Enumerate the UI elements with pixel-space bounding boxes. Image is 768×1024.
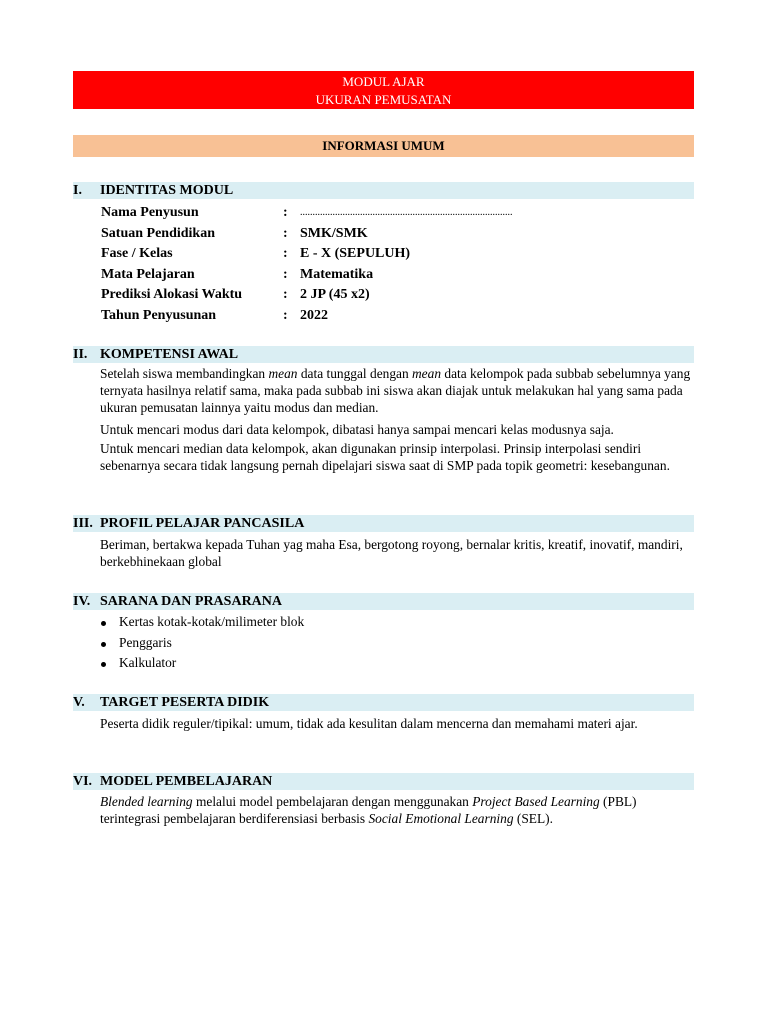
identity-colon: :: [283, 246, 288, 262]
identity-colon: :: [283, 205, 288, 220]
italic-term: mean: [412, 366, 442, 381]
section-title: PROFIL PELAJAR PANCASILA: [100, 516, 305, 531]
kompetensi-paragraph-3: Untuk mencari median data kelompok, akan digunakan prinsip interpolasi. Prinsip interpolasi sendiri sebenarnya secara tidak langsung pernah dipelajari siswa saat di SMP pada topik geometri: kesebangunan.: [100, 441, 670, 473]
target-paragraph: Peserta didik reguler/tipikal: umum, tidak ada kesulitan dalam mencerna dan memahami materi ajar.: [100, 716, 638, 731]
list-item: [100, 612, 304, 633]
text-run: melalui model pembelajaran dengan menggunakan: [192, 794, 473, 809]
section-number: II.: [73, 347, 88, 362]
text-run: (PBL) terintegrasi pembelajaran berdiferensiasi berbasis: [100, 794, 637, 826]
kompetensi-paragraph-2: Untuk mencari modus dari data kelompok, dibatasi hanya sampai mencari kelas modusnya saja.: [100, 422, 614, 437]
title-line-1: MODUL AJAR: [342, 74, 425, 89]
section-heading-target: [73, 694, 694, 711]
identity-label: Mata Pelajaran: [101, 266, 195, 282]
section-number: V.: [73, 695, 85, 710]
section-heading-kompetensi: [73, 346, 694, 363]
section-title: SARANA DAN PRASARANA: [100, 594, 283, 609]
text-run: (SEL).: [513, 811, 553, 826]
section-heading-model: [73, 773, 694, 790]
bullet-icon: [101, 662, 106, 667]
list-item-label: Kertas kotak-kotak/milimeter blok: [119, 614, 305, 629]
list-item-label: Penggaris: [119, 634, 172, 650]
section-title: KOMPETENSI AWAL: [100, 347, 239, 362]
document-title-banner: [73, 71, 694, 109]
section-heading-identitas: [73, 182, 694, 199]
identity-value: 2022: [300, 307, 328, 323]
section-number: IV.: [73, 594, 91, 609]
identity-value: SMK/SMK: [300, 225, 368, 241]
identity-colon: :: [283, 266, 288, 282]
list-item: [100, 633, 304, 654]
bullet-icon: [101, 642, 106, 647]
model-paragraph: [100, 793, 696, 827]
section-title: TARGET PESERTA DIDIK: [100, 695, 270, 710]
section-number: III.: [73, 516, 93, 531]
bullet-icon: [101, 621, 106, 626]
identity-label: Prediksi Alokasi Waktu: [101, 287, 243, 303]
list-item: [100, 653, 304, 674]
identity-value: 2 JP (45 x2): [300, 287, 370, 303]
info-umum-banner: INFORMASI UMUM: [73, 135, 694, 157]
identity-value-blank: .....................................................................................: [300, 207, 513, 218]
italic-term: Blended learning: [100, 794, 193, 809]
section-heading-profil: [73, 515, 694, 532]
identity-value: Matematika: [300, 266, 374, 282]
section-title: IDENTITAS MODUL: [100, 183, 234, 198]
identity-colon: :: [283, 287, 288, 303]
italic-term: mean: [268, 366, 298, 381]
title-line-2: UKURAN PEMUSATAN: [315, 92, 452, 107]
identity-label: Tahun Penyusunan: [101, 307, 217, 323]
text-run: data tunggal dengan: [297, 366, 413, 381]
section-heading-sarana: [73, 593, 694, 610]
sarana-list: [100, 612, 304, 674]
section-number: I.: [73, 183, 82, 198]
profil-paragraph: Beriman, bertakwa kepada Tuhan yag maha Esa, bergotong royong, bernalar kritis, kreatif, inovatif, mandiri, berkebhinekaan global: [100, 537, 683, 569]
text-run: Setelah siswa membandingkan: [100, 366, 269, 381]
identity-colon: :: [283, 307, 288, 323]
section-number: VI.: [73, 774, 93, 789]
list-item-label: Kalkulator: [119, 655, 177, 671]
identity-colon: :: [283, 225, 288, 241]
italic-term: Social Emotional Learning: [368, 811, 514, 826]
identity-label: Satuan Pendidikan: [101, 225, 215, 241]
section-title: MODEL PEMBELAJARAN: [100, 774, 273, 789]
text-run: data kelompok pada subbab sebelumnya yang ternyata hasilnya relatif sama, maka pada subbab ini siswa akan diajak untuk melakukan hal yang sama pada ukuran pemusatan lainnya yaitu modus dan median.: [100, 366, 691, 415]
kompetensi-paragraph-1: [100, 365, 696, 416]
identity-label: Fase / Kelas: [101, 246, 173, 262]
identity-label: Nama Penyusun: [101, 205, 199, 220]
identity-value: E - X (SEPULUH): [300, 246, 411, 262]
italic-term: Project Based Learning: [472, 794, 600, 809]
